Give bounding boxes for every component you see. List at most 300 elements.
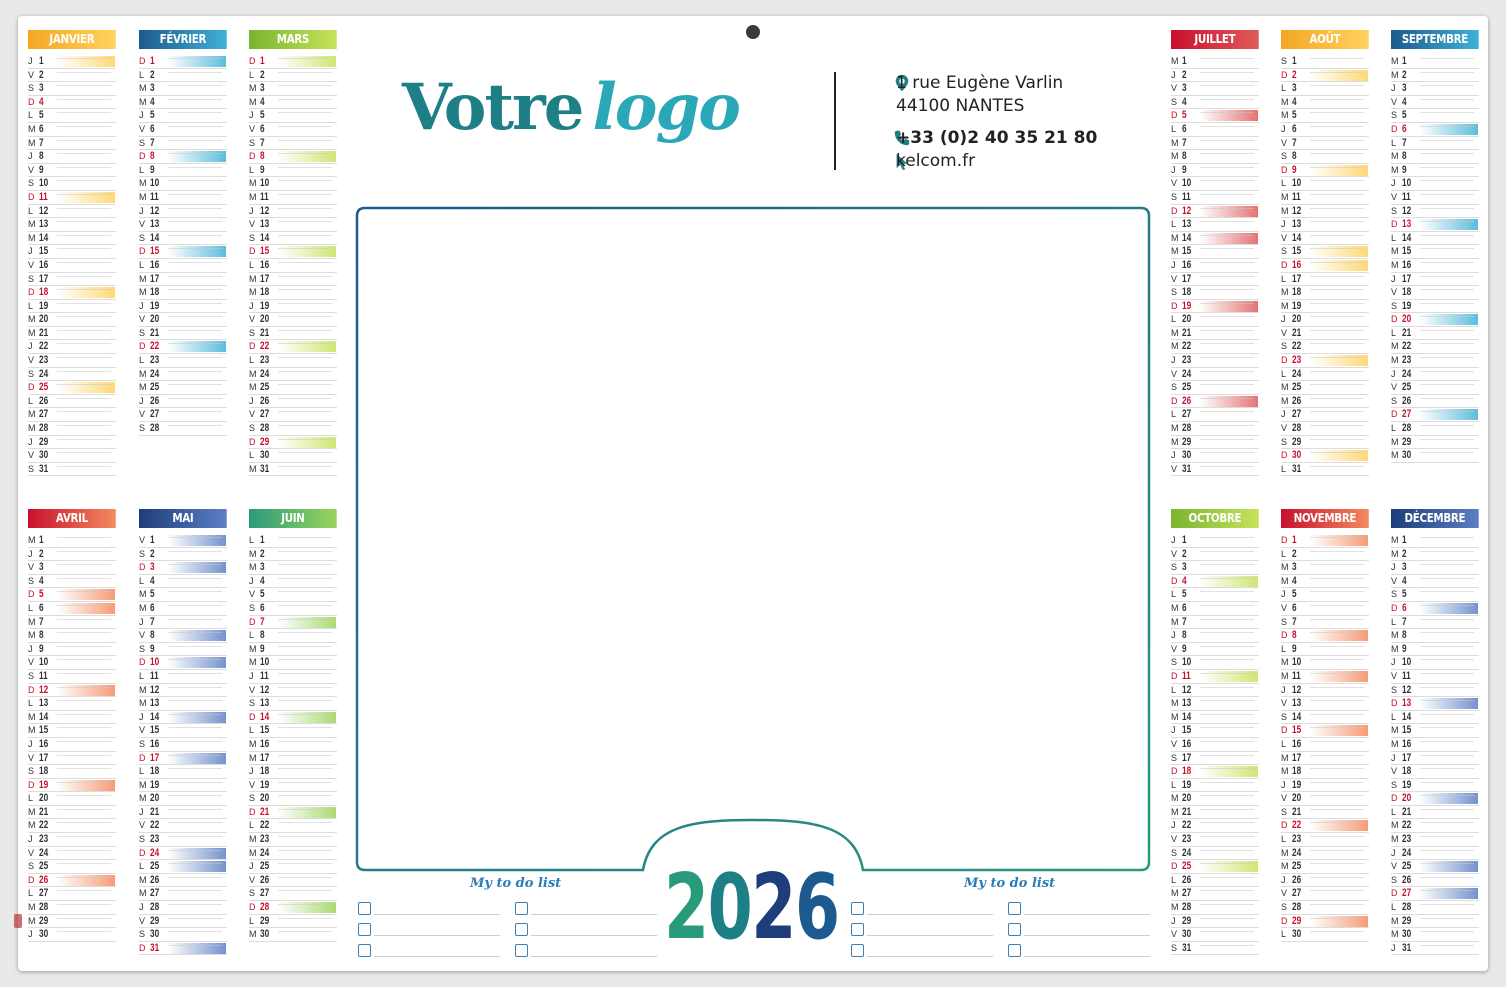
day-row [28, 724, 116, 738]
weekday-letter: M [1171, 602, 1179, 613]
weekday-letter: D [1281, 535, 1288, 545]
weekday-letter: J [28, 341, 33, 352]
saint-name-placeholder [1420, 918, 1474, 926]
todo-line [1024, 956, 1150, 957]
saint-name-placeholder [1200, 591, 1254, 599]
weekday-letter: S [1391, 684, 1398, 695]
day-row [1281, 259, 1369, 273]
weekday-letter: M [1281, 575, 1289, 586]
day-number: 22 [39, 340, 49, 353]
day-row [1391, 191, 1479, 205]
saint-name-placeholder [168, 99, 222, 107]
day-row [1281, 96, 1369, 110]
day-number: 12 [39, 204, 49, 217]
weekday-letter: M [1281, 847, 1289, 858]
weekday-letter: J [139, 205, 144, 216]
day-number: 8 [260, 150, 265, 163]
website-url: kelcom.fr [896, 151, 976, 171]
day-number: 4 [260, 95, 265, 108]
weekday-letter: V [249, 589, 256, 600]
weekday-letter: L [1171, 123, 1177, 134]
day-number: 27 [1402, 408, 1412, 421]
weekday-letter: M [1171, 137, 1179, 148]
day-row [139, 548, 227, 562]
day-row [1281, 354, 1369, 368]
day-row [139, 779, 227, 793]
day-row [1171, 408, 1259, 422]
day-row [28, 286, 116, 300]
day-row [28, 602, 116, 616]
day-number: 6 [39, 122, 44, 135]
weekday-letter: V [1281, 602, 1288, 613]
weekday-letter: S [249, 602, 256, 613]
weekday-letter: S [1281, 151, 1288, 162]
saint-name-placeholder [278, 85, 332, 93]
day-number: 29 [260, 914, 270, 927]
weekday-letter: D [1391, 123, 1398, 134]
weekday-letter: J [28, 929, 33, 940]
day-number: 11 [260, 190, 269, 203]
weekday-letter: J [139, 395, 144, 406]
day-row [28, 711, 116, 725]
saint-name-placeholder [1200, 551, 1254, 559]
weekday-letter: J [139, 300, 144, 311]
day-number: 14 [150, 231, 160, 244]
weekday-letter: L [28, 205, 34, 216]
day-row [28, 806, 116, 820]
day-row [139, 629, 227, 643]
day-number: 3 [1402, 561, 1407, 574]
saint-name-placeholder [1200, 755, 1254, 763]
weekday-letter: M [1171, 793, 1179, 804]
weekday-letter: L [249, 450, 255, 461]
saint-name-placeholder [57, 58, 111, 66]
saint-name-placeholder [1310, 235, 1364, 243]
saint-name-placeholder [278, 126, 332, 134]
saint-name-placeholder [1420, 755, 1474, 763]
saint-name-placeholder [168, 945, 222, 953]
day-row [1391, 259, 1479, 273]
todo-checkbox[interactable] [515, 944, 528, 957]
saint-name-placeholder [1200, 425, 1254, 433]
month-column [1171, 509, 1259, 955]
saint-name-placeholder [278, 578, 332, 586]
day-number: 23 [1182, 354, 1192, 367]
day-number: 13 [39, 218, 49, 231]
day-number: 14 [260, 231, 270, 244]
todo-checkbox[interactable] [851, 902, 864, 915]
weekday-letter: J [28, 436, 33, 447]
day-row [1391, 575, 1479, 589]
saint-name-placeholder [168, 371, 222, 379]
day-row [249, 463, 337, 477]
saint-name-placeholder [1420, 112, 1474, 120]
saint-name-placeholder [168, 167, 222, 175]
day-row [28, 792, 116, 806]
day-row [1281, 779, 1369, 793]
saint-name-placeholder [278, 439, 332, 447]
weekday-letter: M [139, 602, 147, 613]
day-row [1281, 245, 1369, 259]
day-number: 21 [150, 326, 160, 339]
day-row [139, 887, 227, 901]
weekday-letter: J [1171, 915, 1176, 926]
day-number: 26 [1182, 873, 1192, 886]
day-number: 11 [39, 190, 48, 203]
day-number: 19 [1402, 299, 1412, 312]
todo-checkbox[interactable] [1008, 902, 1021, 915]
saint-name-placeholder [168, 836, 222, 844]
day-row [249, 327, 337, 341]
saint-name-placeholder [1200, 782, 1254, 790]
weekday-letter: S [1391, 779, 1398, 790]
weekday-letter: L [1391, 423, 1397, 434]
weekday-letter: L [139, 355, 145, 366]
saint-name-placeholder [1310, 276, 1364, 284]
weekday-letter: V [1281, 232, 1288, 243]
day-row [1171, 395, 1259, 409]
saint-name-placeholder [1200, 809, 1254, 817]
day-number: 19 [1182, 299, 1192, 312]
day-row [249, 259, 337, 273]
day-row [139, 697, 227, 711]
saint-name-placeholder [168, 768, 222, 776]
month-column [1391, 509, 1479, 955]
day-number: 8 [150, 629, 155, 642]
day-number: 28 [1182, 901, 1192, 914]
saint-name-placeholder [1200, 303, 1254, 311]
saint-name-placeholder [1310, 371, 1364, 379]
day-number: 16 [1292, 258, 1302, 271]
day-row [1171, 436, 1259, 450]
weekday-letter: J [249, 670, 254, 681]
day-row [1171, 232, 1259, 246]
day-number: 1 [150, 534, 155, 546]
weekday-letter: D [28, 287, 35, 298]
saint-name-placeholder [168, 153, 222, 161]
weekday-letter: S [28, 83, 35, 94]
saint-name-placeholder [57, 646, 111, 654]
saint-name-placeholder [168, 673, 222, 681]
saint-name-placeholder [57, 235, 111, 243]
saint-name-placeholder [1310, 551, 1364, 559]
day-number: 29 [1402, 914, 1412, 927]
saint-name-placeholder [1200, 262, 1254, 270]
day-row [1281, 901, 1369, 915]
saint-name-placeholder [278, 741, 332, 749]
weekday-letter: J [28, 56, 33, 66]
saint-name-placeholder [1200, 235, 1254, 243]
day-row [1171, 928, 1259, 942]
day-row [139, 915, 227, 929]
weekday-letter: M [1391, 725, 1399, 736]
day-row [1171, 915, 1259, 929]
day-row [1281, 177, 1369, 191]
day-row [249, 395, 337, 409]
day-row [1281, 887, 1369, 901]
day-number: 27 [1182, 887, 1192, 900]
weekday-letter: M [1391, 355, 1399, 366]
saint-name-placeholder [168, 208, 222, 216]
saint-name-placeholder [1310, 303, 1364, 311]
day-number: 8 [39, 629, 44, 642]
day-row [1171, 69, 1259, 83]
weekday-letter: L [1281, 273, 1287, 284]
day-row [249, 191, 337, 205]
todo-checkbox[interactable] [358, 902, 371, 915]
day-row [1171, 313, 1259, 327]
saint-name-placeholder [57, 727, 111, 735]
weekday-letter: V [139, 219, 146, 230]
weekday-letter: V [1391, 670, 1398, 681]
weekday-letter: M [139, 382, 147, 393]
day-number: 28 [39, 901, 49, 914]
day-number: 14 [39, 231, 49, 244]
day-row [139, 833, 227, 847]
todo-checkbox[interactable] [1008, 944, 1021, 957]
day-number: 19 [150, 778, 160, 791]
saint-name-placeholder [57, 126, 111, 134]
weekday-letter: J [1171, 355, 1176, 366]
month-header: JUILLET [1171, 30, 1259, 49]
weekday-letter: M [249, 83, 257, 94]
day-row [1391, 860, 1479, 874]
saint-name-placeholder [57, 303, 111, 311]
weekday-letter: J [28, 151, 33, 162]
day-number: 5 [1182, 588, 1187, 601]
weekday-letter: M [28, 630, 36, 641]
saint-name-placeholder [278, 316, 332, 324]
day-row [1171, 765, 1259, 779]
saint-name-placeholder [1420, 687, 1474, 695]
day-number: 11 [150, 669, 159, 682]
day-row [249, 738, 337, 752]
day-number: 4 [1402, 574, 1407, 587]
saint-name-placeholder [57, 578, 111, 586]
day-number: 21 [1182, 326, 1192, 339]
weekday-letter: J [249, 575, 254, 586]
day-number: 22 [1182, 819, 1192, 832]
day-row [28, 218, 116, 232]
day-number: 15 [39, 245, 49, 258]
saint-name-placeholder [168, 850, 222, 858]
saint-name-placeholder [1420, 863, 1474, 871]
day-row [1281, 711, 1369, 725]
day-row [139, 575, 227, 589]
weekday-letter: D [1391, 602, 1398, 613]
day-row [28, 164, 116, 178]
weekday-letter: L [249, 355, 255, 366]
day-row [28, 82, 116, 96]
todo-checkbox[interactable] [358, 944, 371, 957]
day-row [28, 928, 116, 942]
day-number: 13 [1292, 697, 1302, 710]
saint-name-placeholder [278, 863, 332, 871]
saint-name-placeholder [57, 904, 111, 912]
day-number: 29 [1292, 435, 1302, 448]
day-row [28, 588, 116, 602]
day-row [249, 55, 337, 69]
day-number: 26 [150, 394, 160, 407]
day-number: 17 [39, 751, 49, 764]
weekday-letter: J [249, 395, 254, 406]
day-number: 4 [150, 574, 155, 587]
day-number: 16 [1292, 737, 1302, 750]
day-row [1281, 436, 1369, 450]
weekday-letter: M [1391, 820, 1399, 831]
saint-name-placeholder [1200, 605, 1254, 613]
weekday-letter: S [1391, 395, 1398, 406]
saint-name-placeholder [168, 384, 222, 392]
todo-line [867, 914, 993, 915]
todo-checkbox[interactable] [851, 944, 864, 957]
weekday-letter: M [1281, 657, 1289, 668]
day-row [249, 697, 337, 711]
day-number: 16 [150, 737, 160, 750]
weekday-letter: V [1391, 382, 1398, 393]
weekday-letter: V [28, 657, 35, 668]
day-number: 4 [39, 574, 44, 587]
day-row [1391, 670, 1479, 684]
day-row [1391, 548, 1479, 562]
saint-name-placeholder [1420, 167, 1474, 175]
saint-name-placeholder [278, 646, 332, 654]
month-column [1281, 509, 1369, 942]
saint-name-placeholder [57, 836, 111, 844]
day-row [249, 847, 337, 861]
day-number: 12 [1292, 204, 1302, 217]
weekday-letter: S [1171, 287, 1178, 298]
saint-name-placeholder [1200, 619, 1254, 627]
day-row [249, 368, 337, 382]
saint-name-placeholder [1310, 357, 1364, 365]
day-row [139, 368, 227, 382]
weekday-letter: S [28, 861, 35, 872]
day-number: 3 [260, 82, 265, 95]
day-row [249, 381, 337, 395]
day-number: 29 [1292, 914, 1302, 927]
weekday-letter: L [28, 602, 34, 613]
weekday-letter: V [249, 409, 256, 420]
saint-name-placeholder [57, 221, 111, 229]
day-number: 26 [1402, 873, 1412, 886]
day-row [139, 792, 227, 806]
day-row [28, 463, 116, 477]
weekday-letter: S [139, 232, 146, 243]
day-number: 10 [1182, 656, 1192, 669]
day-number: 23 [39, 833, 49, 846]
saint-name-placeholder [168, 140, 222, 148]
saint-name-placeholder [1200, 398, 1254, 406]
month-column [28, 509, 116, 942]
day-number: 29 [150, 914, 160, 927]
day-row [1391, 449, 1479, 463]
day-row [28, 300, 116, 314]
day-row [249, 534, 337, 548]
saint-name-placeholder [278, 235, 332, 243]
weekday-letter: V [1171, 643, 1178, 654]
day-number: 13 [1402, 218, 1412, 231]
day-number: 12 [39, 683, 49, 696]
day-number: 9 [39, 642, 44, 655]
todo-checkbox[interactable] [851, 923, 864, 936]
weekday-letter: J [249, 300, 254, 311]
weekday-letter: V [139, 725, 146, 736]
saint-name-placeholder [1310, 782, 1364, 790]
weekday-letter: L [1281, 463, 1287, 474]
day-number: 13 [1292, 218, 1302, 231]
day-number: 21 [150, 805, 160, 818]
todo-checkbox[interactable] [1008, 923, 1021, 936]
day-number: 3 [150, 82, 155, 95]
weekday-letter: M [1171, 423, 1179, 434]
day-number: 7 [39, 136, 44, 149]
weekday-letter: L [1281, 83, 1287, 94]
weekday-letter: D [249, 341, 256, 352]
todo-checkbox[interactable] [358, 923, 371, 936]
weekday-letter: V [1171, 178, 1178, 189]
saint-name-placeholder [278, 904, 332, 912]
weekday-letter: J [249, 205, 254, 216]
saint-name-placeholder [1310, 755, 1364, 763]
day-row [249, 765, 337, 779]
day-row [1171, 942, 1259, 956]
saint-name-placeholder [1200, 741, 1254, 749]
saint-name-placeholder [168, 425, 222, 433]
day-number: 14 [1402, 231, 1412, 244]
day-row [28, 55, 116, 69]
weekday-letter: M [1391, 834, 1399, 845]
todo-checkbox[interactable] [515, 902, 528, 915]
day-number: 12 [1292, 683, 1302, 696]
day-row [1281, 109, 1369, 123]
day-number: 7 [39, 615, 44, 628]
saint-name-placeholder [57, 605, 111, 613]
day-number: 30 [1402, 928, 1412, 941]
day-number: 19 [1402, 778, 1412, 791]
day-row [1171, 286, 1259, 300]
day-number: 2 [1292, 547, 1297, 560]
saint-name-placeholder [278, 782, 332, 790]
day-number: 1 [260, 534, 265, 546]
saint-name-placeholder [1420, 330, 1474, 338]
saint-name-placeholder [1420, 262, 1474, 270]
day-row [28, 245, 116, 259]
saint-name-placeholder [57, 537, 111, 545]
day-number: 6 [39, 601, 44, 614]
weekday-letter: J [1391, 178, 1396, 189]
day-row [1391, 765, 1479, 779]
day-row [28, 616, 116, 630]
weekday-letter: J [1281, 684, 1286, 695]
day-number: 4 [1182, 574, 1187, 587]
day-number: 15 [150, 245, 160, 258]
day-number: 25 [150, 381, 160, 394]
saint-name-placeholder [57, 466, 111, 474]
day-row [1391, 354, 1479, 368]
day-row [139, 82, 227, 96]
weekday-letter: V [249, 874, 256, 885]
day-row [28, 96, 116, 110]
saint-name-placeholder [1310, 714, 1364, 722]
month-header: FÉVRIER [139, 30, 227, 49]
weekday-letter: V [139, 314, 146, 325]
day-row [139, 616, 227, 630]
weekday-letter: L [1171, 684, 1177, 695]
day-number: 2 [1292, 68, 1297, 81]
todo-checkbox[interactable] [515, 923, 528, 936]
saint-name-placeholder [1310, 727, 1364, 735]
